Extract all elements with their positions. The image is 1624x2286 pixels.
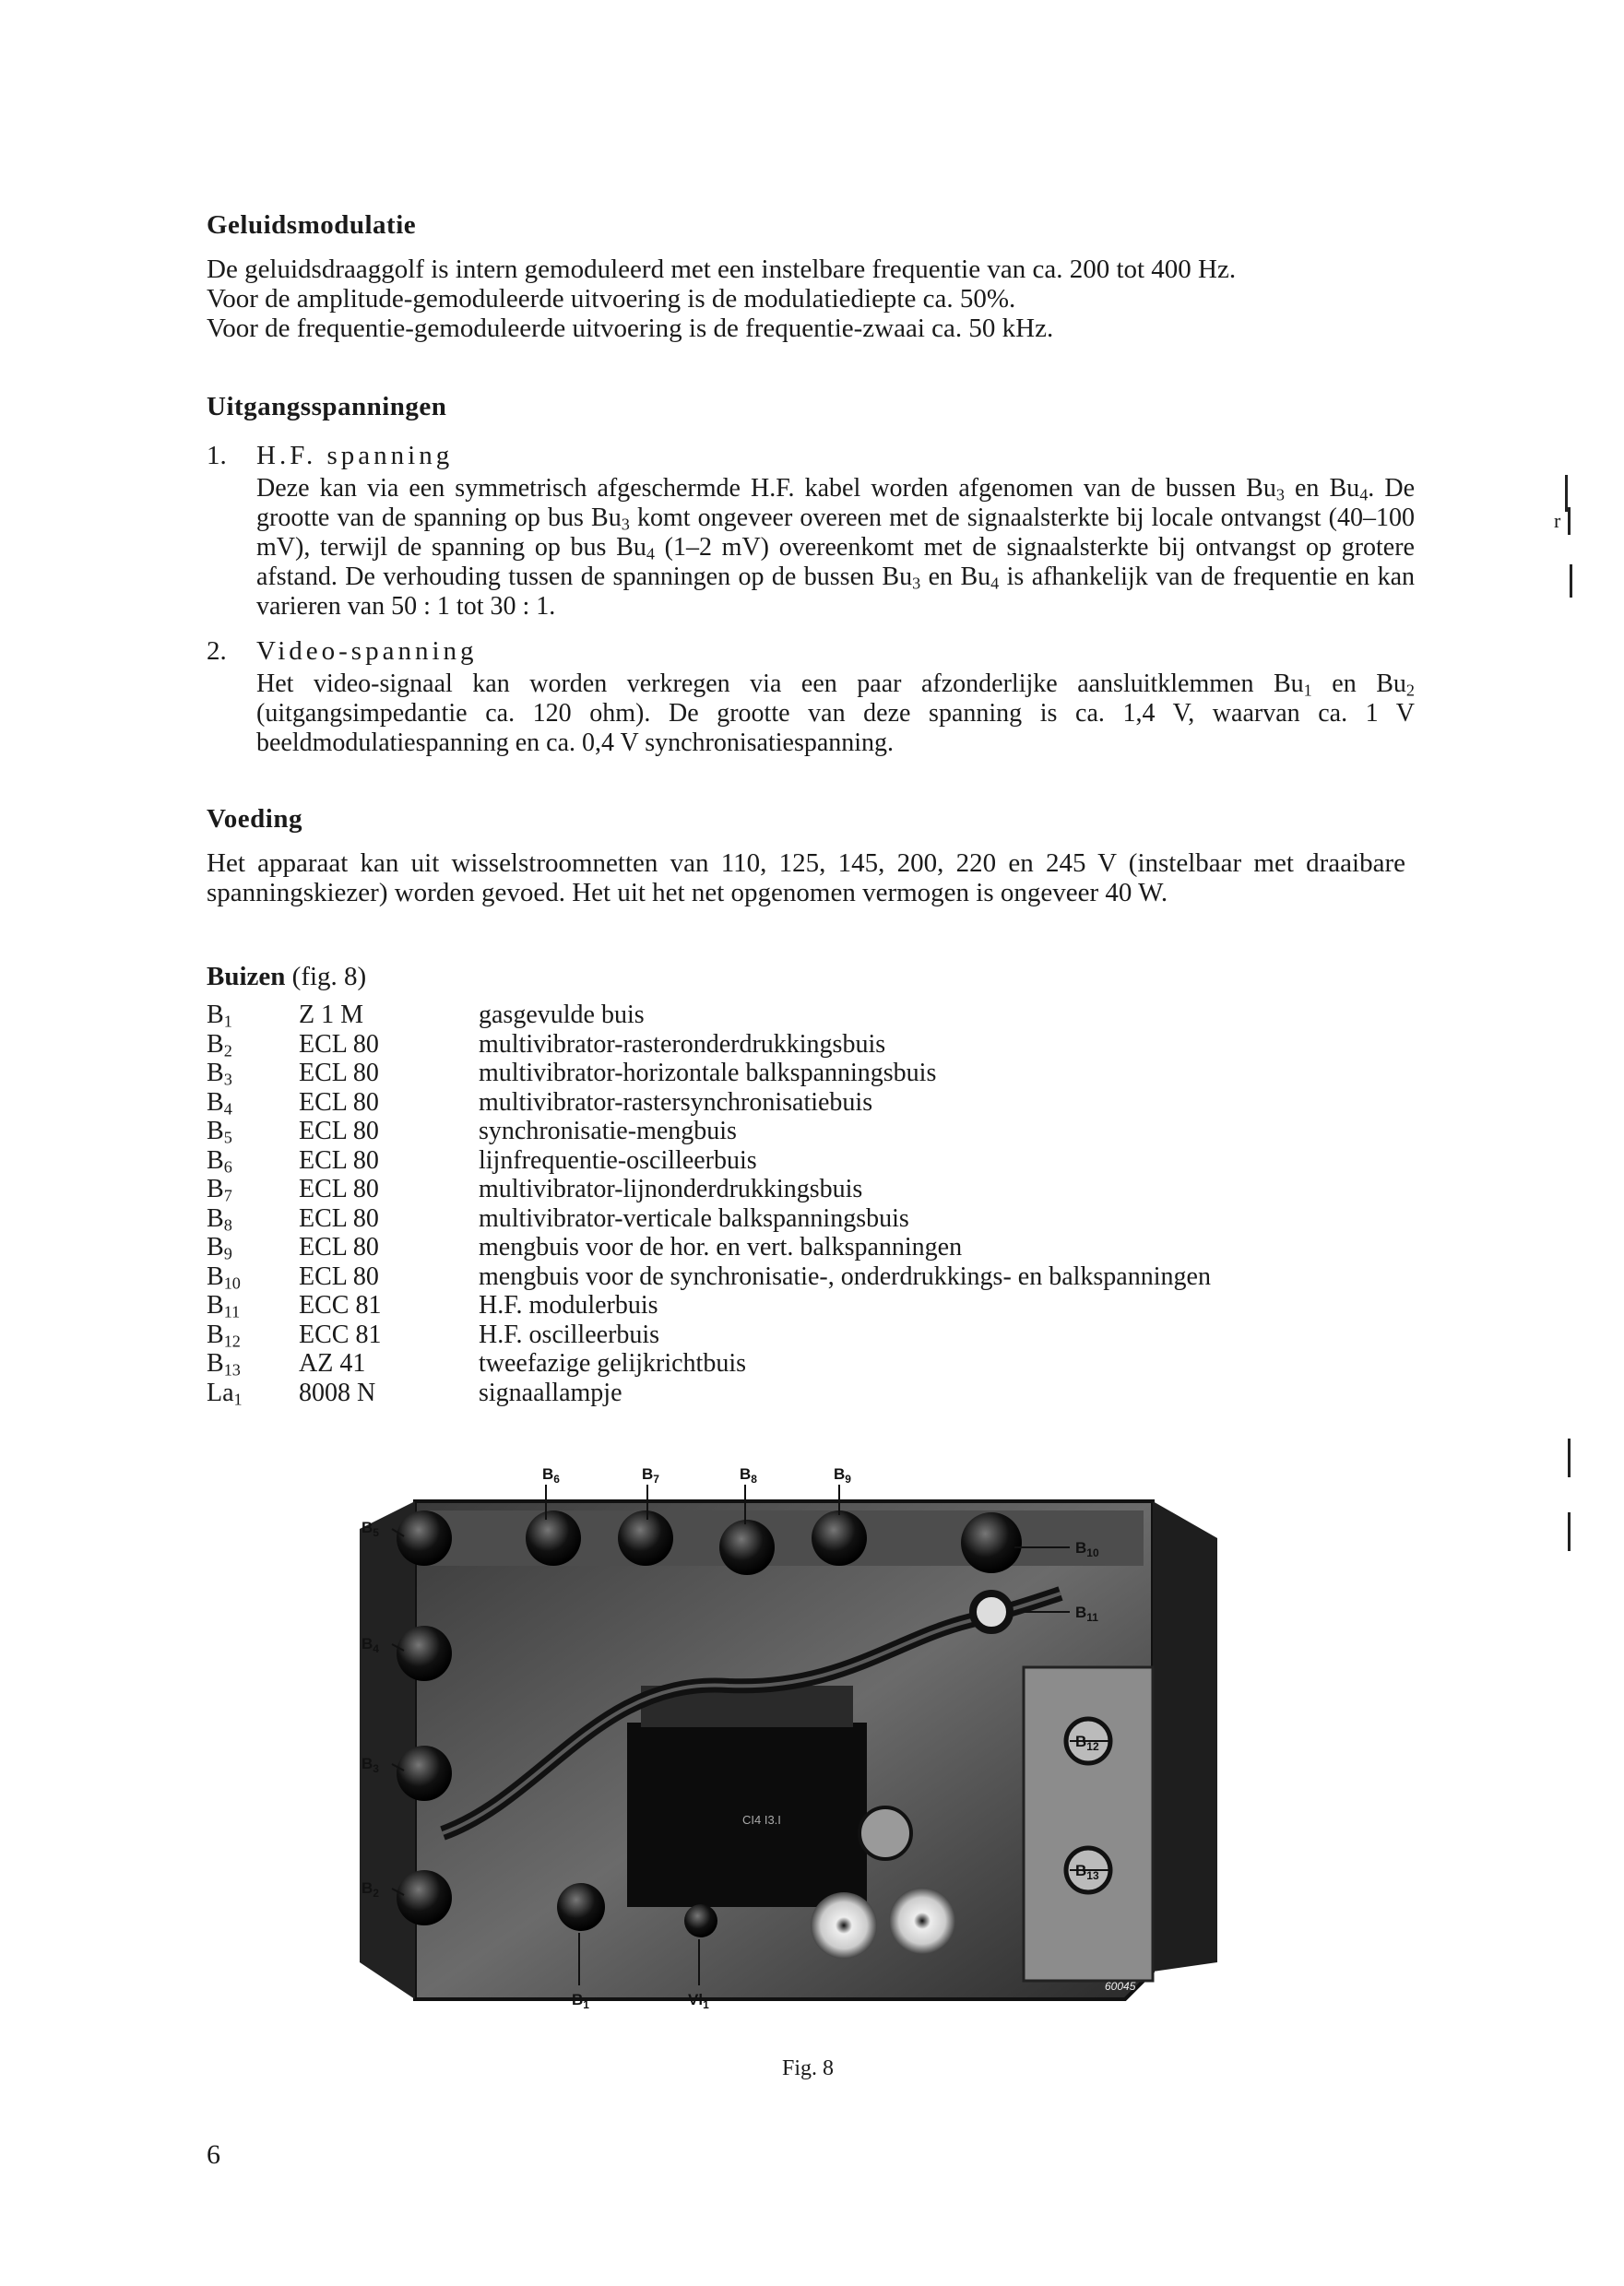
tube-description: gasgevulde buis bbox=[479, 1001, 645, 1029]
label-b7: $B_7$ bbox=[642, 1465, 659, 1486]
tube-symbol-base: B bbox=[207, 1087, 224, 1117]
tube-b9 bbox=[812, 1510, 867, 1566]
tube-b2 bbox=[397, 1870, 452, 1925]
geluid-line-3: Voor de frequentie-gemoduleerde uitvoering is de frequentie-zwaai ca. 50 kHz. bbox=[207, 314, 1054, 343]
tube-description: signaallampje bbox=[479, 1378, 622, 1407]
tube-symbol bbox=[207, 1291, 299, 1321]
subscript: 3 bbox=[621, 515, 630, 534]
tube-row bbox=[207, 1088, 1211, 1118]
tube-symbol-sub: 1 bbox=[223, 1012, 232, 1031]
label-b11: $B_{11}$ bbox=[1075, 1604, 1098, 1624]
label-b6: $B_6$ bbox=[542, 1465, 560, 1486]
label-b12: $B_{12}$ bbox=[1075, 1733, 1099, 1753]
subscript: 1 bbox=[1303, 681, 1312, 700]
tube-type: ECL 80 bbox=[299, 1261, 379, 1291]
chassis-marking: CI4 I3.I bbox=[742, 1813, 781, 1827]
tube-symbol bbox=[207, 1379, 299, 1408]
text-run: . De grootte van de spanning op bus Bu bbox=[256, 474, 1416, 532]
tube-row bbox=[207, 1001, 1211, 1030]
tube-symbol-sub: 4 bbox=[223, 1099, 232, 1119]
subscript: 3 bbox=[1275, 485, 1285, 504]
tube-row bbox=[207, 1321, 1211, 1350]
tube-symbol-base: B bbox=[207, 1059, 224, 1087]
tube-symbol bbox=[207, 1059, 299, 1088]
tube-symbol bbox=[207, 1030, 299, 1060]
tube-symbol-base: B bbox=[207, 1349, 224, 1378]
tube-b5 bbox=[397, 1510, 452, 1566]
tube-row bbox=[207, 1146, 1211, 1176]
tube-row bbox=[207, 1291, 1211, 1321]
tube-row bbox=[207, 1030, 1211, 1060]
text-run: Deze kan via een symmetrisch afgeschermde H.F. kabel worden afgenomen van de bussen Bu bbox=[256, 474, 1276, 503]
tube-symbol-base: B bbox=[207, 1029, 224, 1059]
tube-description: multivibrator-rastersynchronisatiebuis bbox=[479, 1087, 873, 1117]
tube-b4 bbox=[397, 1626, 452, 1681]
margin-mark bbox=[1570, 564, 1572, 598]
text-run: (uitgangsimpedantie ca. 120 ohm). De grootte van deze spanning is ca. 1,4 V, waarvan ca. 1 V beeldmodulatiespanning en ca. 0,4 V synchronisatiespanning. bbox=[256, 699, 1415, 757]
label-b10: $B_{10}$ bbox=[1075, 1539, 1099, 1559]
tube-symbol-sub: 7 bbox=[223, 1186, 232, 1205]
margin-mark bbox=[1568, 507, 1571, 535]
buizen-title: Buizen bbox=[207, 962, 286, 991]
tube-symbol-sub: 8 bbox=[223, 1215, 232, 1235]
tube-symbol-base: B bbox=[207, 1145, 224, 1175]
tube-b3 bbox=[397, 1746, 452, 1801]
tube-description: multivibrator-verticale balkspanningsbuis bbox=[479, 1203, 909, 1233]
text-run: en Bu bbox=[1284, 474, 1360, 503]
tube-symbol bbox=[207, 1175, 299, 1204]
subscript: 4 bbox=[646, 544, 655, 563]
tube-type: 8008 N bbox=[299, 1378, 376, 1407]
tube-row bbox=[207, 1117, 1211, 1146]
text-run: Het video-signaal kan worden verkregen via een paar afzonderlijke aansluitklemmen Bu bbox=[256, 669, 1304, 698]
text-run: en Bu bbox=[1311, 669, 1406, 698]
tube-type: ECL 80 bbox=[299, 1145, 379, 1175]
item-2-title: Video-spanning bbox=[256, 636, 478, 666]
item-2-body bbox=[256, 669, 1415, 758]
item-1-body bbox=[256, 474, 1415, 622]
tube-row bbox=[207, 1204, 1211, 1234]
label-b3: $B_3$ bbox=[362, 1755, 379, 1775]
tube-b8 bbox=[719, 1520, 775, 1575]
tube-description: multivibrator-rasteronderdrukkingsbuis bbox=[479, 1029, 886, 1059]
tube-type: ECL 80 bbox=[299, 1029, 379, 1059]
tube-type: Z 1 M bbox=[299, 1001, 363, 1029]
tube-symbol-sub: 12 bbox=[223, 1332, 241, 1351]
tube-description: mengbuis voor de synchronisatie-, onderdrukkings- en balkspanningen bbox=[479, 1261, 1211, 1291]
photo-code: 60045 bbox=[1105, 1980, 1136, 1993]
tube-symbol-sub: 1 bbox=[233, 1390, 243, 1409]
tube-symbol-sub: 3 bbox=[223, 1070, 232, 1089]
item-1-title: H.F. spanning bbox=[256, 441, 454, 470]
tube-type: ECL 80 bbox=[299, 1175, 379, 1203]
tube-type: ECC 81 bbox=[299, 1320, 382, 1349]
tube-row bbox=[207, 1175, 1211, 1204]
tube-symbol-sub: 9 bbox=[223, 1244, 232, 1263]
tube-symbol-base: B bbox=[207, 1261, 224, 1291]
heading-uitgangsspanningen: Uitgangsspanningen bbox=[207, 392, 447, 421]
figure-8-photo bbox=[304, 1446, 1310, 2036]
tube-symbol bbox=[207, 1088, 299, 1118]
tube-description: lijnfrequentie-oscilleerbuis bbox=[479, 1145, 757, 1175]
tube-symbol-sub: 2 bbox=[223, 1041, 232, 1060]
tube-symbol-sub: 5 bbox=[223, 1128, 232, 1147]
tube-symbol bbox=[207, 1001, 299, 1030]
tube-b6 bbox=[526, 1510, 581, 1566]
tube-symbol-base: B bbox=[207, 1233, 224, 1261]
wheel-left bbox=[811, 1892, 877, 1959]
tube-symbol bbox=[207, 1117, 299, 1146]
hf-unit-box bbox=[1024, 1667, 1153, 1981]
text-run: komt ongeveer overeen met de signaalsterkte bij locale ontvangst (40–100 mV), terwijl de spanning op bus Bu bbox=[256, 503, 1415, 562]
tube-symbol-base: B bbox=[207, 1001, 224, 1029]
voltage-selector bbox=[859, 1807, 911, 1859]
margin-glyph: r bbox=[1554, 509, 1561, 532]
page-number: 6 bbox=[207, 2139, 220, 2170]
tube-row bbox=[207, 1379, 1211, 1408]
label-b4: $B_4$ bbox=[362, 1635, 379, 1655]
tube-type: ECL 80 bbox=[299, 1233, 379, 1261]
tube-type: ECL 80 bbox=[299, 1117, 379, 1145]
geluid-line-1: De geluidsdraaggolf is intern gemoduleerd met een instelbare frequentie van ca. 200 tot 400 Hz. bbox=[207, 255, 1237, 284]
label-b13: $B_{13}$ bbox=[1075, 1862, 1099, 1882]
geluid-paragraph bbox=[207, 255, 1415, 343]
label-b5: $B_5$ bbox=[362, 1519, 379, 1539]
tube-row bbox=[207, 1233, 1211, 1262]
item-2-number: 2. bbox=[207, 636, 227, 666]
label-b2: $B_2$ bbox=[362, 1879, 379, 1900]
tubes-table bbox=[207, 1001, 1211, 1407]
tube-b1 bbox=[557, 1883, 605, 1931]
subscript: 2 bbox=[1405, 681, 1415, 700]
text-run: is afhankelijk van de frequentie en kan varieren van 50 : 1 tot 30 : 1. bbox=[256, 563, 1415, 621]
tube-symbol-sub: 11 bbox=[223, 1302, 241, 1321]
tube-symbol-base: B bbox=[207, 1175, 224, 1203]
tube-type: ECL 80 bbox=[299, 1203, 379, 1233]
tube-description: H.F. modulerbuis bbox=[479, 1291, 658, 1320]
tube-description: H.F. oscilleerbuis bbox=[479, 1320, 660, 1349]
label-b9: $B_9$ bbox=[834, 1465, 851, 1486]
tube-type: AZ 41 bbox=[299, 1349, 366, 1378]
tube-b10 bbox=[961, 1512, 1022, 1573]
margin-mark bbox=[1568, 1512, 1571, 1551]
text-run: (1–2 mV) overeenkomt met de signaalsterkte bij ontvangst op grotere afstand. De verhouding tussen de spanningen op de bussen Bu bbox=[256, 533, 1415, 591]
tube-description: mengbuis voor de hor. en vert. balkspanningen bbox=[479, 1233, 963, 1261]
tube-type: ECL 80 bbox=[299, 1087, 379, 1117]
tube-symbol-sub: 10 bbox=[223, 1273, 241, 1293]
tube-symbol bbox=[207, 1146, 299, 1176]
tube-symbol-sub: 13 bbox=[223, 1360, 241, 1380]
tube-symbol-base: B bbox=[207, 1203, 224, 1233]
tube-row bbox=[207, 1349, 1211, 1379]
tube-symbol-base: B bbox=[207, 1291, 224, 1320]
tube-row bbox=[207, 1262, 1211, 1292]
tube-description: synchronisatie-mengbuis bbox=[479, 1117, 737, 1145]
label-b8: $B_8$ bbox=[740, 1465, 757, 1486]
label-b1: $B_1$ bbox=[572, 1991, 589, 2011]
tube-symbol bbox=[207, 1262, 299, 1292]
tube-symbol-base: La bbox=[207, 1378, 234, 1407]
tube-symbol-base: B bbox=[207, 1117, 224, 1145]
tube-description: multivibrator-lijnonderdrukkingsbuis bbox=[479, 1175, 863, 1203]
heading-buizen bbox=[207, 962, 366, 992]
chassis-left-side bbox=[360, 1501, 415, 1999]
tube-description: tweefazige gelijkrichtbuis bbox=[479, 1349, 746, 1378]
tube-symbol-sub: 6 bbox=[223, 1157, 232, 1177]
heading-voeding: Voeding bbox=[207, 804, 302, 834]
subscript: 4 bbox=[990, 574, 1000, 593]
tube-row bbox=[207, 1059, 1211, 1088]
tube-description: multivibrator-horizontale balkspanningsbuis bbox=[479, 1059, 937, 1087]
tube-symbol bbox=[207, 1321, 299, 1350]
voeding-paragraph: Het apparaat kan uit wisselstroomnetten van 110, 125, 145, 200, 220 en 245 V (instelbaar met draaibare spanningskiezer) worden gevoed. Het uit het net opgenomen vermogen is ongeveer 40 W. bbox=[207, 848, 1405, 907]
heading-geluidsmodulatie: Geluidsmodulatie bbox=[207, 210, 417, 240]
tube-symbol bbox=[207, 1349, 299, 1379]
chassis-right-side bbox=[1153, 1501, 1217, 1972]
geluid-line-2: Voor de amplitude-gemoduleerde uitvoering is de modulatiediepte ca. 50%. bbox=[207, 284, 1016, 314]
figure-caption: Fig. 8 bbox=[782, 2056, 835, 2080]
tube-type: ECL 80 bbox=[299, 1059, 379, 1087]
tube-b11 bbox=[973, 1593, 1010, 1630]
subscript: 4 bbox=[1359, 485, 1369, 504]
margin-mark bbox=[1565, 475, 1568, 512]
tube-b7 bbox=[618, 1510, 673, 1566]
fuse-vl1 bbox=[684, 1904, 717, 1937]
item-1-number: 1. bbox=[207, 441, 227, 470]
buizen-fig-ref: (fig. 8) bbox=[291, 962, 367, 991]
tube-type: ECC 81 bbox=[299, 1291, 382, 1320]
subscript: 3 bbox=[912, 574, 921, 593]
tube-symbol-base: B bbox=[207, 1320, 224, 1349]
margin-mark bbox=[1568, 1439, 1571, 1477]
label-vl1: $Vl_1$ bbox=[688, 1991, 709, 2011]
wheel-right bbox=[889, 1888, 955, 1954]
tube-symbol bbox=[207, 1204, 299, 1234]
tube-symbol bbox=[207, 1233, 299, 1262]
text-run: en Bu bbox=[920, 563, 991, 591]
